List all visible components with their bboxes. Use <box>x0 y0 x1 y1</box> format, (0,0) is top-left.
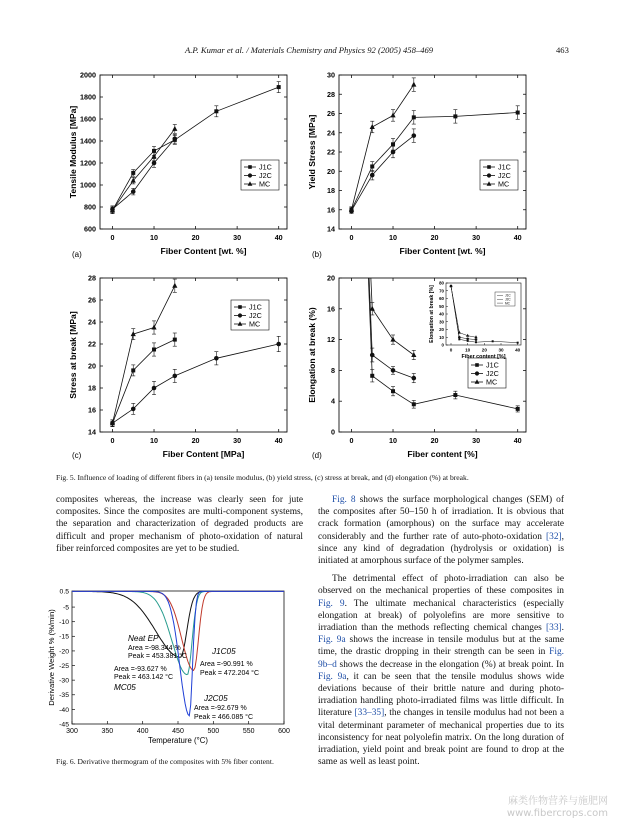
marker-square <box>248 165 252 169</box>
text-run: , since any kind of degradation (hydrolysis or oxidation) is initiated at amorphous surface of the polymer samples. <box>318 531 564 567</box>
marker-circle <box>238 313 242 317</box>
y-tick-label: 24 <box>88 317 96 327</box>
marker-triangle <box>172 126 177 131</box>
marker-square <box>475 341 477 343</box>
dtg-label-neat-area: Area =-98.344 % <box>128 645 181 652</box>
marker-circle <box>173 137 178 142</box>
legend-label: MC <box>498 179 510 189</box>
marker-circle <box>248 173 252 177</box>
reference-link[interactable]: Fig. 9a <box>318 671 347 682</box>
marker-square <box>517 342 519 344</box>
left-column-text <box>56 494 303 561</box>
x-axis-label: Fiber content [%] <box>407 449 478 459</box>
dtg-x-tick-label: 350 <box>101 728 114 735</box>
y-tick-label: 1600 <box>80 114 96 124</box>
dtg-y-tick-label: -20 <box>59 648 69 656</box>
chart-panel-c <box>68 274 287 461</box>
x-tick-label: 20 <box>430 233 439 242</box>
legend-label: J2C <box>498 171 511 181</box>
series-line <box>351 0 517 409</box>
series-J2C <box>349 0 416 383</box>
reference-link[interactable]: Fig. 9a <box>318 635 346 646</box>
marker-square <box>412 115 416 119</box>
x-tick-label: 40 <box>513 233 522 242</box>
y-axis-label: Stress at break [MPa] <box>68 311 78 399</box>
marker-circle <box>487 173 491 177</box>
figure-6-caption: Fig. 6. Derivative thermogram of the composites with 5% fiber content. <box>56 757 274 766</box>
marker-square <box>458 338 460 340</box>
dtg-x-tick-label: 450 <box>172 728 184 735</box>
y-tick-label: 1400 <box>80 136 96 146</box>
left-paragraph: composites whereas, the increase was clearly seen for jute composites. Since the composites are multi-component systems, the separation and characterization of degraded products are difficult and proper mechanism of photo-oxidation of natural fiber reinforced composites are yet to be studied. <box>56 495 303 554</box>
x-tick-label: 10 <box>150 233 159 242</box>
x-tick-label: 20 <box>430 436 439 445</box>
dtg-y-axis-label: Derivative Weight % (%/min) <box>47 609 56 706</box>
series-J1C <box>110 333 176 427</box>
marker-circle <box>391 150 396 155</box>
dtg-x-tick-label: 300 <box>66 728 78 735</box>
marker-circle <box>412 133 417 138</box>
marker-square <box>152 348 156 352</box>
y-axis-label: Yield Stress [MPa] <box>307 114 317 190</box>
reference-link[interactable]: Fig. 9b–d <box>318 647 564 670</box>
marker-square <box>131 171 135 175</box>
dtg-label-j2-area: Area =-92.679 % <box>194 705 247 712</box>
x-tick-label: 30 <box>233 436 242 445</box>
dtg-y-tick-label: -10 <box>59 619 69 627</box>
right-paragraph-1 <box>318 494 564 567</box>
inset-x-tick-label: 40 <box>515 347 521 353</box>
marker-square <box>412 402 416 406</box>
watermark-line-2: www.fibercrops.com <box>506 808 608 819</box>
dtg-x-tick-label: 400 <box>136 728 149 735</box>
y-tick-label: 1200 <box>80 158 96 168</box>
y-tick-label: 24 <box>327 128 335 138</box>
series-line <box>112 139 174 209</box>
legend <box>231 300 269 330</box>
marker-square <box>391 142 395 146</box>
dtg-y-tick-label: -40 <box>59 706 69 714</box>
legend-label: MC <box>249 319 261 329</box>
inset-legend <box>495 292 515 306</box>
legend-label: J1C <box>249 302 262 312</box>
series-line <box>112 344 278 423</box>
legend-label: J1C <box>259 162 272 172</box>
dtg-x-axis-label: Temperature (°C) <box>148 736 208 745</box>
legend-label: J2C <box>259 171 272 181</box>
x-tick-label: 20 <box>191 436 200 445</box>
figure-5-caption: Fig. 5. Influence of loading of different fibers in (a) tensile modulus, (b) yield stress, (c) stress at break, and (d) elongation (%) at break. <box>56 473 469 482</box>
series-J1C <box>110 82 280 214</box>
legend-label: J2C <box>486 369 499 379</box>
marker-square <box>492 340 494 342</box>
legend-label: J1C <box>486 360 499 370</box>
x-tick-label: 30 <box>472 233 481 242</box>
y-tick-label: 20 <box>327 273 335 283</box>
dtg-x-tick-label: 550 <box>242 728 255 735</box>
marker-square <box>487 165 491 169</box>
inset-y-tick-label: 80 <box>439 280 444 286</box>
dtg-y-tick-label: -30 <box>59 677 69 685</box>
y-tick-label: 26 <box>88 295 96 305</box>
x-tick-label: 30 <box>472 436 481 445</box>
marker-square <box>516 407 520 411</box>
y-tick-label: 28 <box>88 273 96 283</box>
dtg-y-tick-label: -35 <box>59 692 69 700</box>
y-tick-label: 12 <box>327 335 335 345</box>
y-tick-label: 14 <box>327 224 335 234</box>
marker-triangle <box>370 124 375 129</box>
marker-circle <box>370 353 375 358</box>
y-tick-label: 8 <box>331 365 335 375</box>
x-tick-label: 40 <box>513 436 522 445</box>
dtg-y-tick-label: 0.5 <box>59 588 69 596</box>
watermark-line-1: 麻类作物营养与施肥网 <box>508 796 608 807</box>
x-tick-label: 40 <box>274 233 283 242</box>
marker-square <box>391 389 395 393</box>
inset-y-tick-label: 10 <box>439 334 444 340</box>
marker-triangle <box>172 283 177 288</box>
y-tick-label: 14 <box>88 427 96 437</box>
inset-x-tick-label: 10 <box>465 347 471 353</box>
x-tick-label: 10 <box>389 436 398 445</box>
panel-tag: (a) <box>72 250 82 259</box>
marker-square <box>370 374 374 378</box>
y-tick-label: 0 <box>331 427 335 437</box>
marker-square <box>453 393 457 397</box>
dtg-label-j1-peak: Peak = 472.204 °C <box>200 670 260 677</box>
inset-y-tick-label: 50 <box>439 303 444 309</box>
marker-circle <box>276 342 281 347</box>
text-run: , the changes in tensile modulus had not been a vital determinant parameter of mechanical properties due to its inconsistency for neat polyolefin matrix. On the long duration of irradiation, yield point and break point are found to drop at the same as well as least point. <box>318 708 564 768</box>
inset-y-tick-label: 30 <box>439 319 444 325</box>
dtg-label-neat-ep: Neat EP <box>128 634 159 643</box>
y-tick-label: 4 <box>331 396 335 406</box>
marker-square <box>453 114 457 118</box>
inset-legend-label: J1C <box>505 293 511 298</box>
reference-link[interactable]: [32] <box>546 531 562 542</box>
y-axis-label: Elongation at break (%) <box>307 307 317 403</box>
x-tick-label: 0 <box>349 233 354 242</box>
x-tick-label: 40 <box>274 436 283 445</box>
inset-y-tick-label: 20 <box>439 327 444 333</box>
x-tick-label: 0 <box>349 436 354 445</box>
marker-circle <box>466 338 469 341</box>
marker-circle <box>214 356 219 361</box>
marker-square <box>475 363 479 367</box>
chart-panel-a <box>68 71 287 260</box>
x-tick-label: 30 <box>233 233 242 242</box>
series-J1C <box>349 0 519 412</box>
legend-label: J1C <box>498 162 511 172</box>
dtg-label-neat-peak: Peak = 453.381 °C <box>128 653 188 660</box>
series-MC <box>110 125 178 214</box>
marker-circle <box>475 338 478 341</box>
marker-circle <box>412 376 417 381</box>
page-number: 463 <box>556 45 569 55</box>
marker-square <box>173 338 177 342</box>
y-tick-label: 16 <box>327 205 335 215</box>
y-axis-label: Tensile Modulus [MPa] <box>68 105 78 199</box>
marker-square <box>467 340 469 342</box>
y-tick-label: 18 <box>327 186 335 195</box>
running-header: A.P. Kumar et al. / Materials Chemistry and Physics 92 (2005) 458–469 <box>185 45 434 55</box>
y-tick-label: 30 <box>327 70 335 80</box>
marker-triangle <box>151 325 156 330</box>
y-tick-label: 600 <box>84 224 96 234</box>
text-run: . <box>561 623 564 634</box>
right-column-text <box>318 494 564 774</box>
dtg-y-tick-label: -25 <box>59 662 69 670</box>
marker-circle <box>152 386 157 391</box>
dtg-label-j1-area: Area =-90.991 % <box>200 661 253 668</box>
inset-x-label: Fiber content [%] <box>461 354 506 360</box>
text-run: shows the increase in tensile modulus but at the same time, the drastic dropping in their strength can be seen in <box>318 635 564 658</box>
inset-x-tick-label: 30 <box>498 347 504 353</box>
inset-legend-label: MC <box>505 301 510 306</box>
series-MC <box>349 78 417 213</box>
marker-circle <box>131 189 136 194</box>
legend-label: MC <box>486 377 498 387</box>
marker-square <box>277 85 281 89</box>
y-tick-label: 22 <box>88 339 96 349</box>
text-run: The detrimental effect of photo-irradiation can also be observed on the mechanical properties of these composites in <box>318 574 564 597</box>
inset-y-tick-label: 60 <box>439 296 444 302</box>
reference-link[interactable]: [33–35] <box>354 708 385 719</box>
inset-y-tick-label: 0 <box>441 342 444 348</box>
dtg-y-tick-label: -15 <box>59 633 69 641</box>
marker-square <box>238 305 242 309</box>
dtg-y-tick-label: -45 <box>59 721 69 729</box>
y-tick-label: 22 <box>327 147 335 157</box>
series-line <box>112 286 174 424</box>
dtg-label-mc-area: Area =-93.627 % <box>114 666 167 673</box>
marker-triangle <box>411 352 416 357</box>
figure-6 <box>46 580 306 760</box>
inset-x-tick-label: 0 <box>449 347 453 353</box>
marker-circle <box>152 161 157 166</box>
x-tick-label: 0 <box>110 233 115 242</box>
x-axis-label: Fiber Content [wt. %] <box>160 246 247 256</box>
dtg-label-j2-peak: Peak = 466.085 °C <box>194 714 254 721</box>
inset-y-tick-label: 40 <box>439 311 444 317</box>
inset-chart <box>429 281 521 360</box>
dtg-y-tick-label: -5 <box>62 604 69 612</box>
text-run: . The ultimate mechanical characteristics (especially elongation at break) of polyolefins are more sensitive to irradiation than the methods reflecting chemical changes <box>318 598 564 634</box>
reference-link[interactable]: Fig. 9 <box>318 598 345 609</box>
dtg-label-j1c05: J1C05 <box>212 647 236 656</box>
y-tick-label: 20 <box>327 166 335 176</box>
y-tick-label: 800 <box>84 202 96 212</box>
series-J2C <box>110 134 177 212</box>
marker-square <box>370 164 374 168</box>
dtg-x-tick-label: 500 <box>207 728 220 735</box>
text-run: shows the surface morphological changes (SEM) of the composites after 50–150 h of irradiation. It is obvious that crack formation (amorphous) on the surface may accelerate considerably and the further rate of auto-photo-oxidation <box>318 495 564 542</box>
right-paragraph-2 <box>318 573 564 768</box>
series-J1C <box>349 106 519 213</box>
marker-triangle <box>411 82 416 87</box>
marker-square <box>516 111 520 115</box>
legend <box>480 160 518 190</box>
plot-frame <box>100 75 287 229</box>
series-J2C <box>110 336 281 426</box>
chart-panel-b <box>307 71 526 260</box>
y-tick-label: 1800 <box>80 92 96 102</box>
series-J2C <box>349 129 416 214</box>
series-line <box>351 0 413 378</box>
marker-circle <box>131 407 136 412</box>
series-line <box>351 0 413 355</box>
y-tick-label: 20 <box>88 361 96 371</box>
watermark <box>507 796 608 820</box>
panel-tag: (b) <box>312 250 322 259</box>
dtg-label-mc-peak: Peak = 463.142 °C <box>114 674 174 681</box>
x-tick-label: 20 <box>191 233 200 242</box>
inset-y-tick-label: 70 <box>439 288 444 294</box>
x-axis-label: Fiber Content [wt. %] <box>399 246 486 256</box>
marker-circle <box>458 336 461 339</box>
x-tick-label: 0 <box>110 436 115 445</box>
marker-circle <box>370 173 375 178</box>
marker-circle <box>391 368 396 373</box>
x-axis-label: Fiber Content [MPa] <box>162 449 245 459</box>
x-tick-label: 10 <box>389 233 398 242</box>
y-tick-label: 16 <box>88 405 96 415</box>
series-line <box>112 87 278 210</box>
reference-link[interactable]: Fig. 8 <box>332 495 356 505</box>
dtg-label-mc05: MC05 <box>114 683 136 692</box>
marker-circle <box>173 374 178 379</box>
y-tick-label: 18 <box>88 383 96 393</box>
legend <box>241 160 279 190</box>
reference-link[interactable]: [33] <box>546 623 562 634</box>
plot-frame <box>339 75 526 229</box>
y-tick-label: 1000 <box>80 180 96 190</box>
y-tick-label: 16 <box>327 304 335 314</box>
chart-panel-d <box>307 0 526 460</box>
legend-label: J2C <box>249 311 262 321</box>
text-run: shows the decrease in the elongation (%) at break point. In <box>336 659 564 670</box>
marker-square <box>214 109 218 113</box>
series-line <box>112 129 174 210</box>
dtg-x-tick-label: 600 <box>278 728 290 735</box>
y-tick-label: 26 <box>327 109 335 118</box>
marker-circle <box>475 371 479 375</box>
panel-tag: (d) <box>312 451 322 460</box>
inset-x-tick-label: 20 <box>481 347 487 353</box>
marker-square <box>131 368 135 372</box>
dtg-label-j2c05: J2C05 <box>204 694 228 703</box>
legend-label: MC <box>259 179 271 189</box>
y-tick-label: 2000 <box>80 70 96 80</box>
panel-tag: (c) <box>72 451 82 460</box>
y-tick-label: 28 <box>327 89 335 99</box>
inset-legend-label: J2C <box>505 297 511 302</box>
x-tick-label: 10 <box>150 436 159 445</box>
text-run: , it can be seen that the tensile modulus shows wide deviations because of their brittle nature and during photo-irradiation handling photo-irradiated films was little difficult. In literature <box>318 671 564 719</box>
legend <box>468 358 506 388</box>
inset-y-label: Elongation at break [%] <box>429 285 435 343</box>
